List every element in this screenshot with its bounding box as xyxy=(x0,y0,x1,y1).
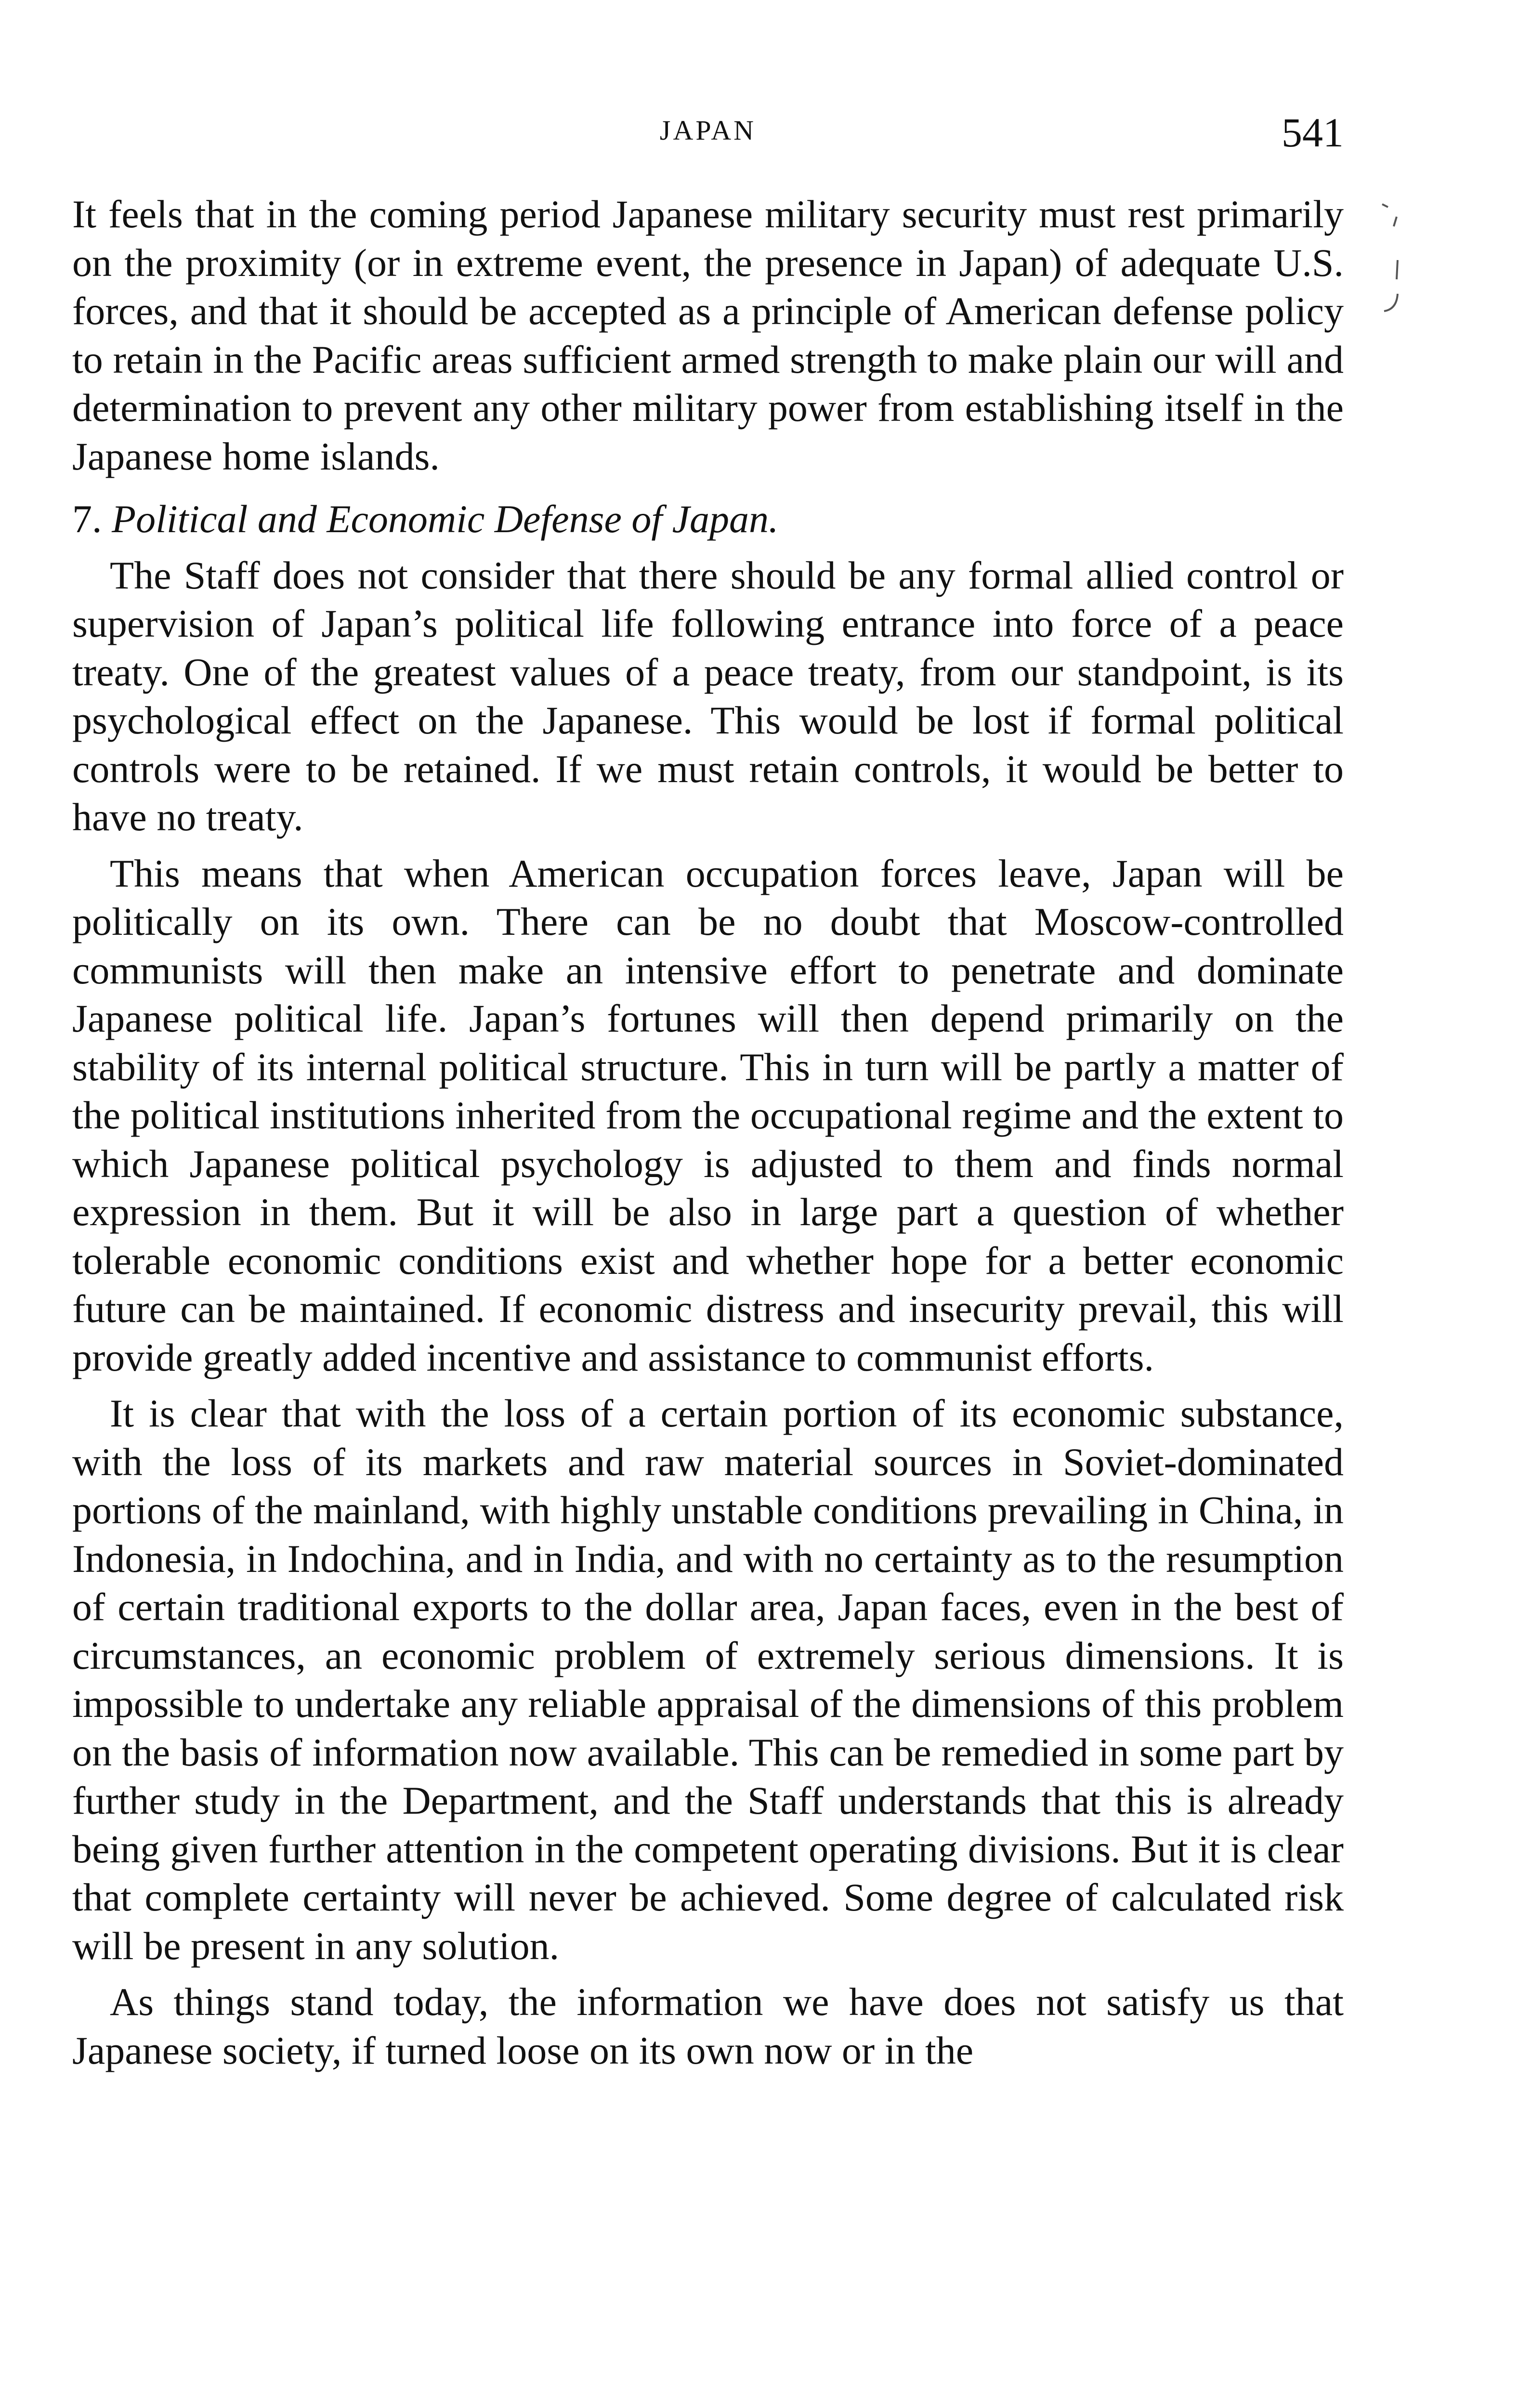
running-title: JAPAN xyxy=(659,115,757,146)
paragraph: It is clear that with the loss of a certain portion of its economic substance, with the loss of its markets and raw material sources in Soviet-dominated portions of the mainland, with highly unstable conditions prevailing in China, in Indonesia, in Indochina, and in India, and with no certainty as to the resumption of certain traditional exports to the dollar area, Japan faces, even in the best of circumstances, an economic problem of extremely serious dimensions. It is impossible to undertake any reliable appraisal of the dimensions of this problem on the basis of information now available. This can be remedied in some part by further study in the Department, and the Staff understands that this is already being given further attention in the competent operating divisions. But it is clear that complete certainty will never be achieved. Some degree of calculated risk will be present in any solution. xyxy=(72,1391,1344,1968)
margin-bracket-mark xyxy=(1377,197,1406,323)
page-number: 541 xyxy=(1282,109,1344,156)
section-heading xyxy=(72,495,1344,544)
section-title: Political and Economic Defense of Japan. xyxy=(112,497,779,541)
paragraph-continuation: It feels that in the coming period Japanese military security must rest primarily on the proximity (or in extreme event, the presence in Japan) of adequate U.S. forces, and that it should be accepted as a principle of American defense policy to retain in the Pacific areas sufficient armed strength to make plain our will and determination to prevent any other military power from establishing itself in the Japanese home islands. xyxy=(72,192,1344,478)
paragraph: As things stand today, the information we have does not satisfy us that Japanese society, if turned loose on its own now or in the xyxy=(72,1980,1344,2072)
body-text xyxy=(72,190,1344,2075)
running-head xyxy=(72,108,1344,166)
paragraph: This means that when American occupation forces leave, Japan will be politically on its own. There can be no doubt that Moscow-controlled communists will then make an intensive effort to penetrate and dominate Japanese political life. Japan’s fortunes will then depend primarily on the stability of its internal political structure. This in turn will be partly a matter of the political institutions inherited from the occupational regime and the extent to which Japanese political psychology is adjusted to them and finds normal expression in them. But it will be also in large part a question of whether tolerable economic conditions exist and whether hope for a better economic future can be maintained. If economic distress and insecurity prevail, this will provide greatly added incentive and assistance to communist efforts. xyxy=(72,851,1344,1379)
bracket-mark-icon xyxy=(1377,197,1406,323)
paragraph: The Staff does not consider that there should be any formal allied control or supervision of Japan’s political life following entrance into force of a peace treaty. One of the greatest values of a peace treaty, from our standpoint, is its psychological effect on the Japanese. This would be lost if formal political controls were to be retained. If we must retain controls, it would be better to have no treaty. xyxy=(72,553,1344,839)
section-number: 7. xyxy=(72,497,102,541)
